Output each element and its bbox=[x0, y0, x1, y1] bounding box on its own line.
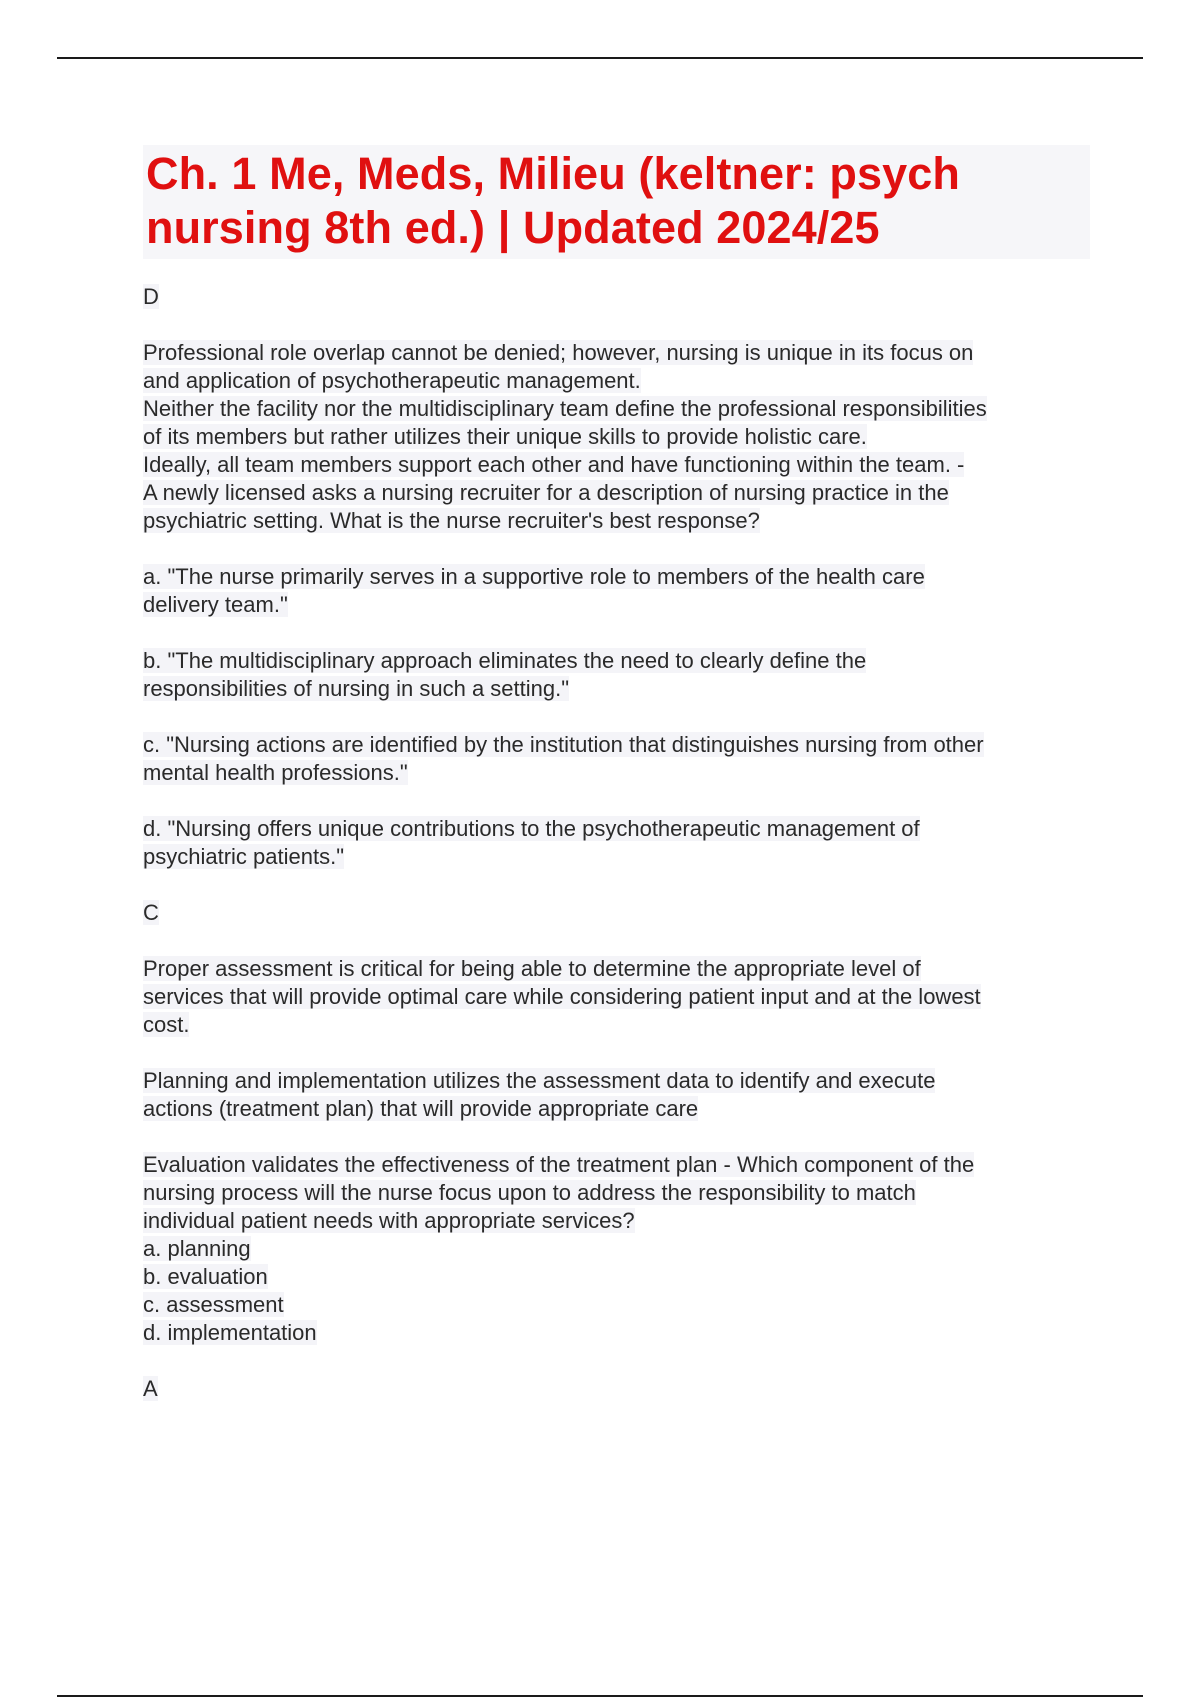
top-rule bbox=[57, 57, 1143, 59]
text-line: Neither the facility nor the multidisciplinary team define the professional responsibilities bbox=[143, 396, 987, 421]
question-1-option-b: b. "The multidisciplinary approach eliminates the need to clearly define the responsibilities of nursing in such a setting." bbox=[143, 648, 867, 701]
question-2-option-d: d. implementation bbox=[143, 1320, 317, 1345]
text-line: of its members but rather utilizes their unique skills to provide holistic care. bbox=[143, 424, 867, 449]
question-2-option-c: c. assessment bbox=[143, 1292, 284, 1317]
question-2-block: Evaluation validates the effectiveness of the treatment plan - Which component of the nursing process will the nurse focus upon to address the responsibility to match individual patient needs with appropriate services? a. planning b. evaluation c. assessment d. implementation bbox=[143, 1151, 1093, 1347]
answer-label-a: A bbox=[143, 1376, 158, 1401]
question-2-option-a: a. planning bbox=[143, 1236, 251, 1261]
question-2-option-b: b. evaluation bbox=[143, 1264, 268, 1289]
text-line: A newly licensed asks a nursing recruiter for a description of nursing practice in the bbox=[143, 480, 949, 505]
document-body bbox=[143, 145, 1093, 1403]
question-1-option-d: d. "Nursing offers unique contributions to the psychotherapeutic management of psychiatric patients." bbox=[143, 816, 920, 869]
rationale-paragraph-3: Planning and implementation utilizes the assessment data to identify and execute actions (treatment plan) that will provide appropriate care bbox=[143, 1068, 936, 1121]
rationale-paragraph-2: Proper assessment is critical for being able to determine the appropriate level of services that will provide optimal care while considering patient input and at the lowest cost. bbox=[143, 956, 981, 1037]
title-box bbox=[143, 145, 1090, 259]
question-1-option-a: a. "The nurse primarily serves in a supportive role to members of the health care delivery team." bbox=[143, 564, 925, 617]
answer-label-c: C bbox=[143, 900, 159, 925]
text-line: Ideally, all team members support each other and have functioning within the team. - bbox=[143, 452, 965, 477]
answer-label-d: D bbox=[143, 284, 159, 309]
text-line: psychiatric setting. What is the nurse recruiter's best response? bbox=[143, 508, 760, 533]
document-title: Ch. 1 Me, Meds, Milieu (keltner: psych nursing 8th ed.) | Updated 2024/25 bbox=[146, 148, 960, 253]
question-1-option-c: c. "Nursing actions are identified by the institution that distinguishes nursing from other mental health professions." bbox=[143, 732, 984, 785]
text-line: Professional role overlap cannot be denied; however, nursing is unique in its focus on bbox=[143, 340, 974, 365]
rationale-paragraph-1 bbox=[143, 339, 1093, 535]
text-line: and application of psychotherapeutic management. bbox=[143, 368, 641, 393]
bottom-rule bbox=[57, 1695, 1143, 1697]
